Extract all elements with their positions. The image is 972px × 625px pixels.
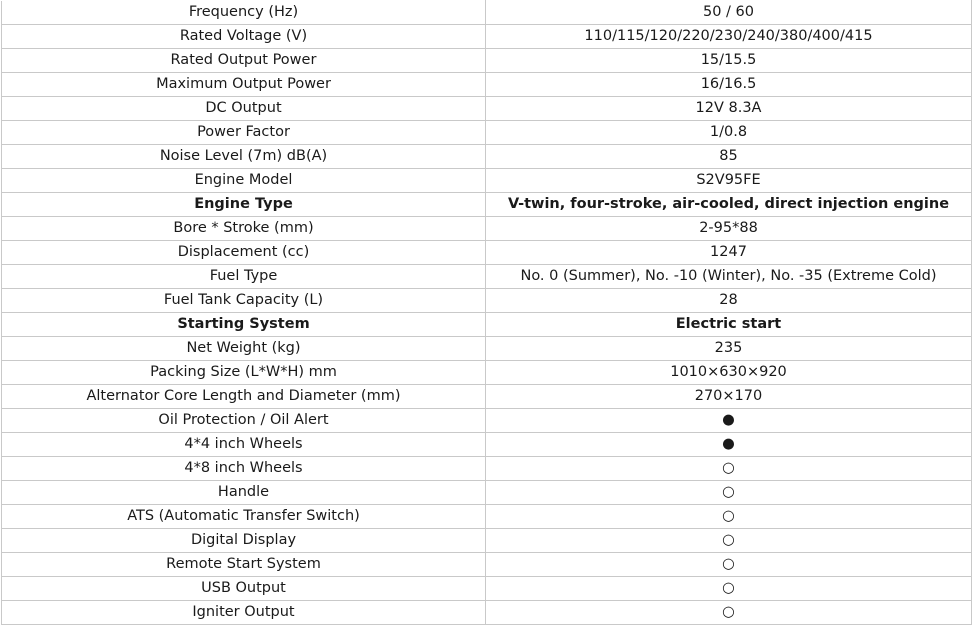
spec-value: 1247 bbox=[486, 241, 972, 265]
spec-table-body bbox=[2, 1, 972, 625]
spec-row bbox=[2, 409, 972, 433]
spec-label: 4*4 inch Wheels bbox=[2, 433, 486, 457]
spec-value: 1/0.8 bbox=[486, 121, 972, 145]
spec-row bbox=[2, 265, 972, 289]
spec-row bbox=[2, 385, 972, 409]
spec-label: Displacement (cc) bbox=[2, 241, 486, 265]
spec-row bbox=[2, 169, 972, 193]
spec-row bbox=[2, 529, 972, 553]
spec-value: ○ bbox=[486, 553, 972, 577]
spec-row bbox=[2, 337, 972, 361]
spec-value: 12V 8.3A bbox=[486, 97, 972, 121]
spec-value: No. 0 (Summer), No. -10 (Winter), No. -35 (Extreme Cold) bbox=[486, 265, 972, 289]
spec-label: Rated Output Power bbox=[2, 49, 486, 73]
spec-value: 16/16.5 bbox=[486, 73, 972, 97]
spec-row bbox=[2, 193, 972, 217]
spec-row bbox=[2, 121, 972, 145]
spec-label: Alternator Core Length and Diameter (mm) bbox=[2, 385, 486, 409]
spec-label: Engine Model bbox=[2, 169, 486, 193]
spec-label: Rated Voltage (V) bbox=[2, 25, 486, 49]
spec-row bbox=[2, 25, 972, 49]
spec-row bbox=[2, 145, 972, 169]
spec-row bbox=[2, 505, 972, 529]
spec-row bbox=[2, 433, 972, 457]
spec-row bbox=[2, 457, 972, 481]
spec-value: ● bbox=[486, 433, 972, 457]
spec-label: Handle bbox=[2, 481, 486, 505]
spec-label: Bore * Stroke (mm) bbox=[2, 217, 486, 241]
spec-row bbox=[2, 313, 972, 337]
spec-label: DC Output bbox=[2, 97, 486, 121]
spec-value: 85 bbox=[486, 145, 972, 169]
spec-row bbox=[2, 481, 972, 505]
spec-label: Starting System bbox=[2, 313, 486, 337]
spec-value: 2-95*88 bbox=[486, 217, 972, 241]
spec-value: Electric start bbox=[486, 313, 972, 337]
spec-value: 28 bbox=[486, 289, 972, 313]
spec-value: ○ bbox=[486, 529, 972, 553]
spec-label: Frequency (Hz) bbox=[2, 1, 486, 25]
spec-row bbox=[2, 217, 972, 241]
spec-table bbox=[1, 0, 972, 625]
spec-value: ○ bbox=[486, 601, 972, 625]
spec-label: USB Output bbox=[2, 577, 486, 601]
spec-row bbox=[2, 361, 972, 385]
spec-label: Maximum Output Power bbox=[2, 73, 486, 97]
spec-value: 235 bbox=[486, 337, 972, 361]
spec-value: ○ bbox=[486, 457, 972, 481]
spec-row bbox=[2, 601, 972, 625]
spec-label: Net Weight (kg) bbox=[2, 337, 486, 361]
spec-value: ○ bbox=[486, 505, 972, 529]
spec-row bbox=[2, 241, 972, 265]
spec-value: ● bbox=[486, 409, 972, 433]
spec-label: Engine Type bbox=[2, 193, 486, 217]
spec-value: 270×170 bbox=[486, 385, 972, 409]
spec-value: ○ bbox=[486, 481, 972, 505]
spec-label: Packing Size (L*W*H) mm bbox=[2, 361, 486, 385]
spec-row bbox=[2, 73, 972, 97]
spec-value: 15/15.5 bbox=[486, 49, 972, 73]
spec-label: Igniter Output bbox=[2, 601, 486, 625]
spec-value: S2V95FE bbox=[486, 169, 972, 193]
spec-label: Oil Protection / Oil Alert bbox=[2, 409, 486, 433]
spec-row bbox=[2, 553, 972, 577]
spec-value: ○ bbox=[486, 577, 972, 601]
spec-row bbox=[2, 49, 972, 73]
spec-label: Digital Display bbox=[2, 529, 486, 553]
spec-row bbox=[2, 1, 972, 25]
spec-value: 110/115/120/220/230/240/380/400/415 bbox=[486, 25, 972, 49]
spec-label: 4*8 inch Wheels bbox=[2, 457, 486, 481]
spec-row bbox=[2, 97, 972, 121]
spec-value: 50 / 60 bbox=[486, 1, 972, 25]
spec-row bbox=[2, 289, 972, 313]
spec-row bbox=[2, 577, 972, 601]
spec-label: Power Factor bbox=[2, 121, 486, 145]
spec-value: V-twin, four-stroke, air-cooled, direct injection engine bbox=[486, 193, 972, 217]
spec-label: Remote Start System bbox=[2, 553, 486, 577]
spec-label: Noise Level (7m) dB(A) bbox=[2, 145, 486, 169]
spec-value: 1010×630×920 bbox=[486, 361, 972, 385]
spec-label: ATS (Automatic Transfer Switch) bbox=[2, 505, 486, 529]
spec-label: Fuel Type bbox=[2, 265, 486, 289]
spec-label: Fuel Tank Capacity (L) bbox=[2, 289, 486, 313]
